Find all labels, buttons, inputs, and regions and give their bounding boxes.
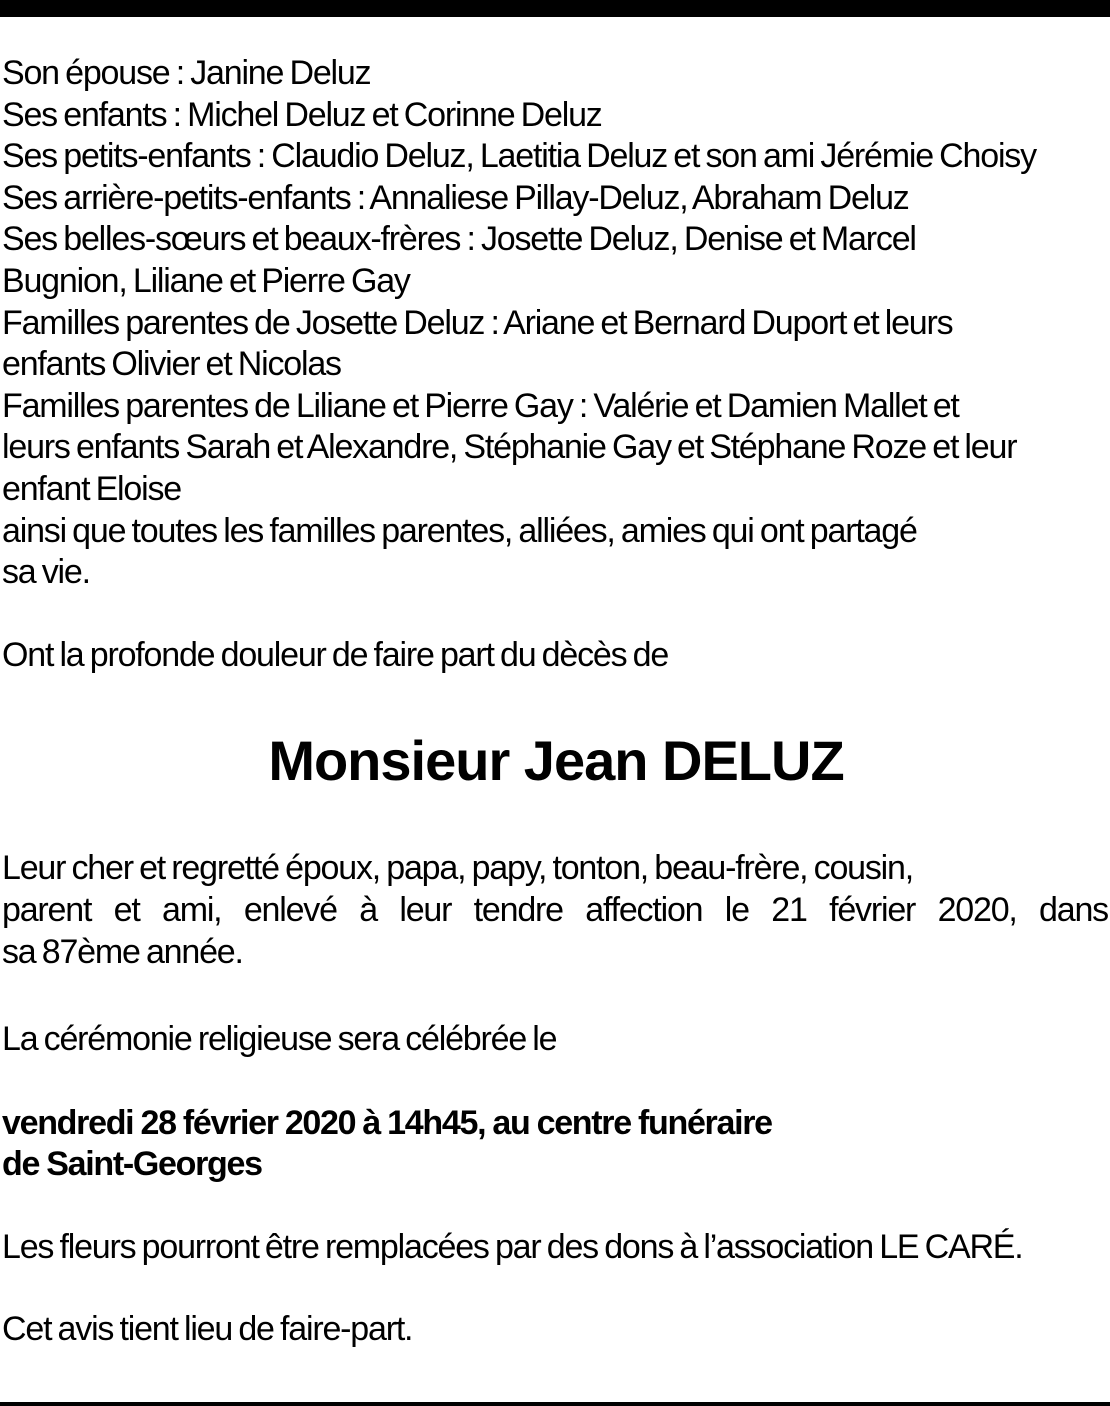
ceremony-details — [2, 1103, 1108, 1186]
family-line: Ses enfants : Michel Deluz et Corinne Deluz — [2, 95, 602, 134]
tribute-paragraph — [2, 848, 1108, 973]
obituary-notice — [2, 53, 1108, 1351]
family-line: leurs enfants Sarah et Alexandre, Stéphanie Gay et Stéphane Roze et leur — [2, 428, 1017, 467]
tribute-line: Leur cher et regretté époux, papa, papy, tonton, beau-frère, cousin, — [2, 849, 913, 888]
ceremony-intro: La cérémonie religieuse sera célébrée le — [2, 1020, 557, 1059]
deceased-name-heading: Monsieur Jean DELUZ — [268, 729, 844, 793]
family-line: sa vie. — [2, 553, 90, 592]
family-line: Familles parentes de Liliane et Pierre Gay : Valérie et Damien Mallet et — [2, 386, 959, 425]
family-line: ainsi que toutes les familles parentes, alliées, amies qui ont partagé — [2, 511, 917, 550]
tribute-line: sa 87ème année. — [2, 932, 243, 971]
top-border-rule — [0, 0, 1110, 17]
family-line: enfant Eloise — [2, 469, 181, 508]
family-line: Familles parentes de Josette Deluz : Ariane et Bernard Duport et leurs — [2, 303, 953, 342]
announcement-text: Ont la profonde douleur de faire part du dècès de — [2, 635, 669, 674]
ceremony-date-line: vendredi 28 février 2020 à 14h45, au centre funéraire — [2, 1103, 772, 1142]
family-line: Son épouse : Janine Deluz — [2, 54, 371, 92]
family-line: Ses belles-sœurs et beaux-frères : Josette Deluz, Denise et Marcel — [2, 220, 916, 259]
family-line: Ses petits-enfants : Claudio Deluz, Laetitia Deluz et son ami Jérémie Choisy — [2, 137, 1036, 176]
family-list — [2, 53, 1108, 594]
flowers-note: Les fleurs pourront être remplacées par des dons à l’association LE CARÉ. — [2, 1227, 1023, 1266]
family-line: Bugnion, Liliane et Pierre Gay — [2, 261, 410, 300]
bottom-border-rule — [0, 1402, 1110, 1406]
family-line: Ses arrière-petits-enfants : Annaliese Pillay-Deluz, Abraham Deluz — [2, 178, 909, 217]
family-line: enfants Olivier et Nicolas — [2, 345, 341, 384]
tribute-line: parent et ami, enlevé à leur tendre affection le 21 février 2020, dans — [2, 890, 1108, 929]
ceremony-place-line: de Saint-Georges — [2, 1145, 262, 1184]
closing-note: Cet avis tient lieu de faire-part. — [2, 1310, 413, 1349]
